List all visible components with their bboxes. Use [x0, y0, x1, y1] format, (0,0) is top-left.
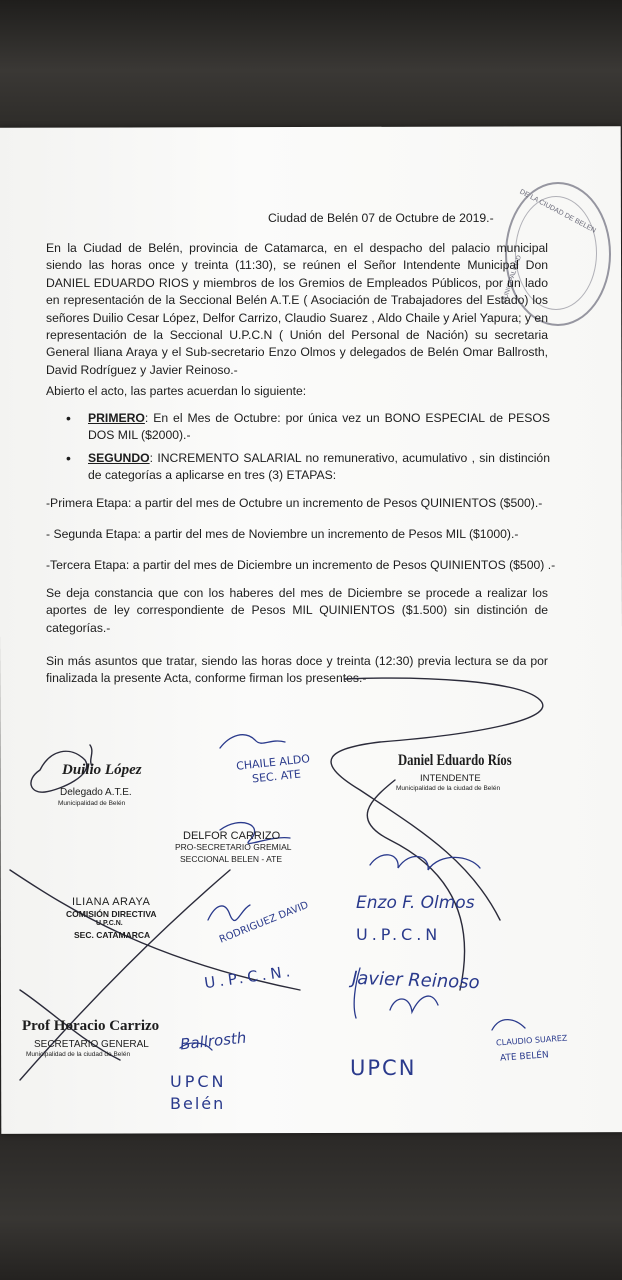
intro-paragraph: En la Ciudad de Belén, provincia de Catamarca, en el despacho del palacio municipal siendo las horas once y treinta (11:30), se reúnen el Señor Intendente Municipal Don DANIEL EDUARDO RIOS y miembros de los Gremios de Empleados Públicos, por un lado en representación de la Seccional Belén A.T.E ( Asociación de Trabajadores del Estado) los señores Duilio Cesar López, Delfor Carrizo, Claudio Suarez , Aldo Chaile y Ariel Yapura; y en representación de la Seccional U.P.C.N ( Unión del Personal de Nación) su secretaria General Iliana Araya y el Sub-secretario Enzo Olmos y delegados de Belén Omar Ballrosth, David Rodríguez y Javier Reinoso.-: [46, 241, 548, 377]
item-label: PRIMERO: [88, 411, 145, 425]
handwriting-rodriguez-org: U.P.C.N.: [203, 961, 296, 993]
list-item: [66, 450, 550, 485]
handwriting-upcn-belen: UPCN: [170, 1072, 227, 1091]
item-label: SEGUNDO: [88, 450, 150, 465]
stage-1: -Primera Etapa: a partir del mes de Octubre un incremento de Pesos QUINIENTOS ($500).-: [46, 496, 543, 510]
signature-delfor-role: PRO-SECRETARIO GREMIAL: [175, 842, 292, 852]
list-item: [66, 410, 550, 445]
constancia-paragraph: Se deja constancia que con los haberes del mes de Diciembre se procede a realizar los aportes de ley correspondiente de Pesos MIL QUINIENTOS ($1.500) sin distinción de categorías.-: [46, 586, 548, 635]
date-line: Ciudad de Belén 07 de Octubre de 2019.-: [268, 211, 494, 225]
item-text: : En el Mes de Octubre: por única vez un BONO ESPECIAL de PESOS DOS MIL ($2000).-: [88, 411, 550, 443]
handwriting-ballrosth: Ballrosth: [179, 1028, 248, 1054]
handwriting-enzo-org: U.P.C.N: [356, 925, 442, 944]
closing-paragraph: Sin más asuntos que tratar, siendo las horas doce y treinta (12:30) previa lectura se da por finalizada la presente Acta, conforme firman los presentes.-: [46, 654, 548, 686]
signature-delfor-seccional: SECCIONAL BELEN - ATE: [180, 854, 283, 864]
signature-rios-role: INTENDENTE: [420, 773, 481, 784]
stage-3: -Tercera Etapa: a partir del mes de Diciembre un incremento de Pesos QUINIENTOS ($500) .-: [46, 558, 556, 572]
agreement-list: [66, 410, 550, 490]
handwriting-enzo: Enzo F. Olmos: [356, 893, 475, 913]
signature-duilio-name: Duilio López: [62, 762, 142, 778]
signature-duilio-sub: Municipalidad de Belén: [58, 800, 126, 807]
signature-duilio-role: Delegado A.T.E.: [60, 787, 132, 798]
handwriting-upcn-reinoso: UPCN: [350, 1056, 417, 1080]
stage-2: - Segunda Etapa: a partir del mes de Noviembre un incremento de Pesos MIL ($1000).-: [46, 527, 519, 541]
stamp-text-left: MUNICIPALIDAD: [500, 254, 523, 305]
handwriting-chaile: CHAILE ALDO: [235, 752, 311, 773]
background-bottom: [0, 1128, 622, 1280]
background-top: [0, 0, 622, 128]
signature-horacio-sub: Municipalidad de la ciudad de Belén: [26, 1051, 131, 1058]
stamp-text: DE LA CIUDAD DE BELEN: [518, 188, 597, 235]
handwriting-belen: Belén: [170, 1094, 226, 1113]
signature-iliana-org: U.P.C.N.: [96, 920, 123, 927]
item-text: : INCREMENTO SALARIAL no remunerativo, acumulativo , sin distinción de categorías a aplicarse en tres (3) ETAPAS:: [88, 450, 550, 483]
handwriting-claudio: CLAUDIO SUAREZ: [495, 1033, 568, 1048]
signature-horacio-name: Prof Horacio Carrizo: [22, 1018, 160, 1034]
signature-rios-name: Daniel Eduardo Ríos: [398, 752, 512, 769]
opening-line: Abierto el acto, las partes acuerdan lo siguiente:: [46, 384, 307, 398]
signature-delfor-name: DELFOR CARRIZO: [183, 830, 281, 842]
signature-iliana-sec: SEC. CATAMARCA: [74, 930, 151, 940]
signature-iliana-role: COMISIÓN DIRECTIVA: [66, 909, 157, 919]
signature-horacio-role: SECRETARIO GENERAL: [34, 1039, 149, 1050]
handwriting-rodriguez: RODRIGUEZ DAVID: [217, 899, 311, 946]
handwriting-chaile-role: SEC. ATE: [251, 767, 302, 786]
handwriting-reinoso: Javier Reinoso: [351, 967, 480, 994]
signature-iliana-name: ILIANA ARAYA: [72, 896, 151, 908]
signature-rios-sub: Municipalidad de la ciudad de Belén: [396, 785, 501, 792]
handwriting-claudio-role: ATE BELÉN: [499, 1050, 550, 1064]
